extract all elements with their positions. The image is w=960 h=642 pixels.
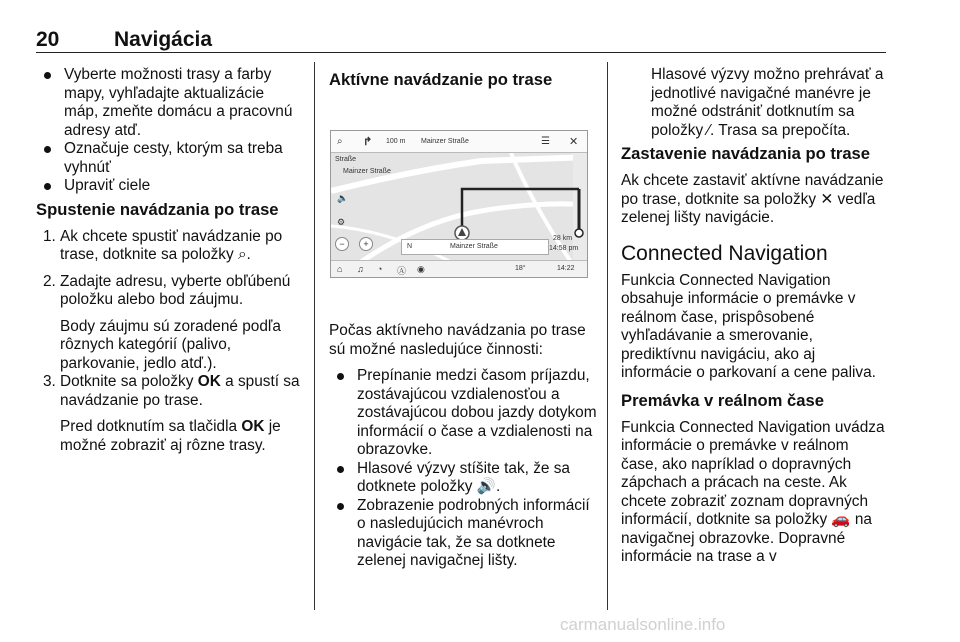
step-text: Zadajte adresu, vyberte obľúbenú položku alebo bod záujmu. <box>60 272 291 308</box>
column-divider-2 <box>607 62 608 610</box>
temperature: 18° <box>515 265 526 272</box>
gear-icon[interactable]: ⚙ <box>337 217 346 227</box>
step-2-note: Body záujmu sú zoradené podľa rôznych kategórií (palivo, parkovanie, jedlo atď.). <box>60 317 281 372</box>
ok-label: OK <box>241 418 265 435</box>
page-header <box>36 28 886 52</box>
bullet-maneuver-details: Zobrazenie podrobných informácií o nasledujúcich manévroch navigácie tak, že sa dotknete zelenej navigačnej lišty. <box>329 497 597 571</box>
section-heading-start-guidance: Spustenie navádzania po trase <box>36 199 279 219</box>
watermark: carmanualsonline.info <box>560 615 726 634</box>
real-time-traffic-text: Funkcia Connected Navigation uvádza informácie o premávke v reálnom čase, ako napríklad o dopravných zápchach a prácach na ceste. Ak chcete zobraziť zoznam dopravných informácií, dotknite sa položky 🚗 na navigačnej obrazovke. Dopravné informácie na trase a v <box>621 418 885 565</box>
note-pre: Pred dotknutím sa tlačidla <box>60 418 242 435</box>
voice-prompts-text: Hlasové výzvy možno prehrávať a jednotlivé navigačné manévre je možné odstrániť dotknutím sa položky ⁄. Trasa sa prepočíta. <box>651 66 884 139</box>
bullet-mute-voice: Hlasové výzvy stíšite tak, že sa dotknete položky 🔊. <box>329 460 597 497</box>
column-2 <box>329 66 593 98</box>
section-heading-stop-guidance: Zastavenie navádzania po trase <box>621 144 871 163</box>
map-graphic <box>331 131 588 278</box>
step-text-pre: Dotknite sa položky <box>60 373 198 390</box>
bullet-toggle-time-distance: Prepínanie medzi časom príjazdu, zostávajúcou vzdialenosťou a zostávajúcou dobou jazdy dotykom informácií o čase a vzdialenosti na obrazovke. <box>329 367 597 460</box>
nav-top-bar <box>331 131 587 153</box>
note-post: je možné zobraziť aj rôzne trasy. <box>60 418 281 454</box>
zoom-out-button[interactable]: − <box>335 237 349 251</box>
music-icon[interactable]: ♫ <box>357 264 364 274</box>
header-rule <box>36 52 886 53</box>
step-text-post: a spustí sa navádzanie po trase. <box>60 373 300 409</box>
nav-bottom-bar <box>331 260 587 277</box>
phone-icon[interactable]: ◔ <box>377 264 383 274</box>
section-heading-real-time-traffic: Premávka v reálnom čase <box>621 390 824 410</box>
nav-icon[interactable]: Ⓐ <box>397 266 407 276</box>
zoom-in-button[interactable]: + <box>359 237 373 251</box>
maneuver-distance: 100 m <box>386 138 406 145</box>
remaining-distance[interactable]: 28 km <box>553 235 573 242</box>
column-2-lower <box>329 322 597 571</box>
ok-label: OK <box>197 373 221 390</box>
bullet-avoid-roads: Označuje cesty, ktorým sa treba vyhnúť <box>36 140 300 177</box>
stop-guidance-text: Ak chcete zastaviť aktívne navádzanie po trase, dotknite sa položky ✕ vedľa zelenej lišty navigácie. <box>621 172 884 226</box>
column-divider-1 <box>314 62 315 610</box>
section-heading-connected-navigation: Connected Navigation <box>621 241 828 265</box>
nav-info-strip[interactable] <box>401 239 549 255</box>
compass-north: N <box>407 243 413 250</box>
step-3 <box>36 373 300 410</box>
navigation-screen-illustration <box>330 130 588 278</box>
page-title: Navigácia <box>114 28 213 51</box>
home-icon[interactable]: ⌂ <box>337 264 343 274</box>
column-3 <box>621 66 889 567</box>
map-street-name: Mainzer Straße <box>343 168 391 175</box>
close-icon[interactable]: ✕ <box>569 136 579 148</box>
bullet-route-options: Vyberte možnosti trasy a farby mapy, vyhľadajte aktualizácie máp, zmeňte domácu a pracovnú adresy atď. <box>36 66 300 140</box>
step-number: 1. <box>43 227 56 245</box>
step-number: 3. <box>43 373 56 390</box>
apps-icon[interactable]: ◉ <box>417 264 425 274</box>
section-heading-active-guidance: Aktívne navádzanie po trase <box>329 70 553 89</box>
next-street: Mainzer Straße <box>421 138 469 145</box>
step-3-note <box>36 418 300 455</box>
arrival-time[interactable]: 14:58 pm <box>549 245 579 252</box>
map-street-label: Straße <box>335 156 357 163</box>
turn-arrow-icon: ↱ <box>363 136 373 148</box>
step-text: Ak chcete spustiť navádzanie po trase, dotknite sa položky ⌕. <box>60 227 283 263</box>
bullet-edit-destinations: Upraviť ciele <box>36 177 300 196</box>
connected-navigation-text: Funkcia Connected Navigation obsahuje informácie o premávke v reálnom čase, prispôsobené vyhľadávanie a smerovanie, prediktívnu navigáciu, ako aj informácie o parkovaní a cene paliva. <box>621 271 876 381</box>
search-icon[interactable]: ⌕ <box>337 136 343 147</box>
clock: 14:22 <box>557 265 575 272</box>
page-number: 20 <box>36 28 60 51</box>
step-number: 2. <box>43 272 56 290</box>
current-street: Mainzer Straße <box>450 243 498 250</box>
column-1 <box>36 66 300 455</box>
volume-icon[interactable]: 🔈 <box>337 193 349 203</box>
step-2 <box>36 273 300 310</box>
active-guidance-intro: Počas aktívneho navádzania po trase sú možné nasledujúce činnosti: <box>329 322 586 358</box>
step-1 <box>36 228 300 265</box>
list-icon[interactable]: ☰ <box>541 136 550 147</box>
